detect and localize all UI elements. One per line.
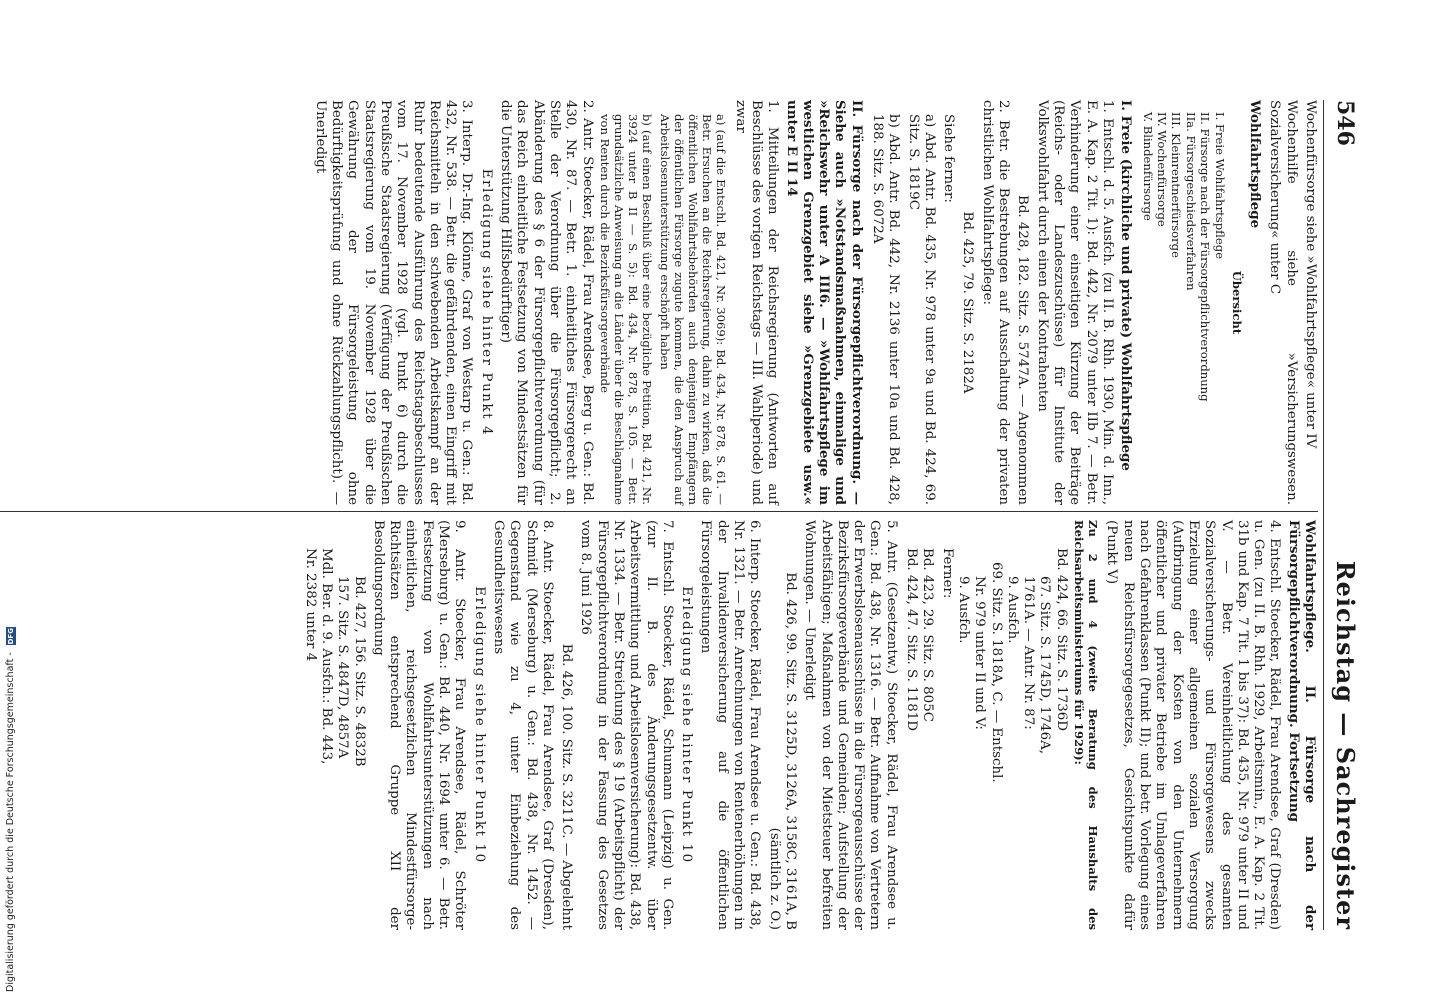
- header-rule: [1323, 100, 1324, 930]
- entry-reference: Erledigung siehe hinter Punkt 4: [478, 168, 494, 437]
- section-heading: Wohlfahrtspflege: [1247, 100, 1264, 229]
- reference-line: Bd. 423, 29. Sitz. S. 805C: [920, 548, 936, 722]
- reference-line: Mdl. Ber. d. 9. Ausfch.: Bd. 443,: [318, 548, 334, 765]
- credit-text: Digitalisierung gefördert durch die Deutsche Forschungsgemeinschaft -: [5, 652, 16, 992]
- entry: 6. Interp. Stoecker, Rädel, Frau Arendsee u. Gen.: Bd. 438, Nr. 1321. — Betr. Anrechnungen von Rentenerhöhungen in der Invalidenversicherung auf die öffentlichen Fürsorgeleistungen: [698, 520, 763, 930]
- entry: 4. Entschl. Stoecker, Rädel, Frau Arendsee, Graf (Dresden) u. Gen. (zu II. B. Rhh. 1929, Arbeitsmin., E. A. Kap. 2 Tit. 31b und Kap. 7 Tit. 1 bis 37): Bd. 435, Nr. 979 unter II und V. — Betr. Vereinheitlichung des gesamten Sozialversicherungs- und Fürsorgewesens zwecks Erzielung einer allgemeinen sozialen Versorgung (Aufbringung der Kosten von den Unternehmern öffentlicher und privater Betriebe im Umlageverfahren nach Gefahrenklassen (Punkt II); und betr. Vorlegung eines neuen Reichsfürsorgegesetzes, Gesichtspunkte dafür (Punkt V): [1104, 520, 1283, 930]
- reference-line: Bd. 424, 66. Sitz. S. 1736D: [1053, 548, 1069, 731]
- dfg-logo: DFG: [6, 628, 15, 645]
- reference-list: [301, 520, 366, 930]
- entry-reference: Bd. 425, 79. Sitz. S. 2182A: [960, 211, 976, 394]
- continuation-heading: Wohlfahrtspflege. II. Fürsorge nach der Fürsorgepflichtverordnung. Fortsetzung: [1285, 520, 1318, 930]
- entry: 8. Antr. Stoecker, Rädel, Frau Arendsee, Graf (Dresden), Schmidt (Merseburg) u. Gen.: Bd. 438, Nr. 1452. — Gegenstand wie zu 4, unter Einbeziehung des Gesundheitswesens: [490, 520, 555, 930]
- entry-reference: Bd. 426, 100. Sitz. S. 3211C. — Abgelehnt: [559, 643, 575, 930]
- entry: a) (auf die Entschl. Bd. 421, Nr. 3069): Bd. 434, Nr. 878, S. 61. — Betr. Ersuchen an die Reichsregierung, dahin zu wirken, daß die öffentlichen Wohlfahrtsbehörden auch denjenigen Empfängern der öffentlichen Fürsorge zugute kommen, die den Anspruch auf Arbeitslosenunterstützung erschöpft haben: [657, 114, 729, 505]
- running-title: Reichstag — Sachregister: [1331, 560, 1360, 930]
- entry: 7. Entschl. Stoecker, Rädel, Schumann (Leipzig) u. Gen. (zur II. B. des Änderungsgesetzentw. über Arbeitsvermittlung und Arbeitslosenversicherung): Bd. 438, Nr. 1334. — Betr. Streichung des § 19 (Arbeitspflicht) der Fürsorgepflichtverordnung in der Fassung des Gesetzes vom 8. Juni 1926: [578, 520, 675, 930]
- toc-item: IV. Wochenfürsorge: [1154, 112, 1169, 227]
- toc-item: III. Kleinrentnerfürsorge: [1169, 112, 1184, 258]
- entry-note: Zu 2 und 4 (zweite Beratung des Haushalts des Reichsarbeitsministeriums für 1929):: [1071, 520, 1101, 930]
- reference-line: Nr. 979 unter II und V:: [972, 576, 988, 730]
- entry-reference: Erledigung siehe hinter Punkt 10: [471, 586, 487, 864]
- toc-item: V. Blindenfürsorge: [1140, 112, 1155, 221]
- entry-reference: Bd. 426, 99. Sitz. S. 3125D, 3126A, 3158C, 3161A, B (sämtlich z. O.): [766, 572, 798, 930]
- left-column: [308, 100, 1318, 505]
- reference-line: 67. Sitz. S. 1745D, 1746A,: [1037, 576, 1053, 755]
- column-divider: [0, 511, 1318, 512]
- toc-item: II. Fürsorge nach der Fürsorgepflichtverordnung: [1198, 112, 1213, 402]
- entry: 2. Betr. die Bestrebungen auf Ausschaltung der privaten christlichen Wohlfahrtspflege:: [979, 100, 1012, 505]
- reference-line: Nr. 2382 unter 4: [302, 548, 318, 662]
- reference-line: 157. Sitz. S. 4847D, 4857A: [335, 576, 351, 759]
- toc-list: [1140, 100, 1226, 505]
- digitization-credit: [5, 627, 16, 992]
- page-number: 546: [1332, 100, 1358, 146]
- reference-list: [903, 520, 936, 930]
- reference-line: 69. Sitz. S. 1818A, C. — Entschl.: [988, 562, 1004, 783]
- entry: 1. Mitteilungen der Reichsregierung (Antworten auf Beschlüsse des vorigen Reichstags — III. Wahlperiode) und zwar: [732, 100, 781, 505]
- reference-line: 9. Ausfch.: [955, 576, 971, 644]
- right-column: [301, 520, 1318, 930]
- subsection-title: I. Freie (kirchliche und private) Wohlfahrtspflege: [1118, 100, 1135, 471]
- entry-reference: Erledigung siehe hinter Punkt 10: [679, 586, 695, 864]
- entry: 1. Entschl. d. 5. Ausfch. (zu II. B. Rhh. 1930, Min. d. Inn., E. A. Kap. 2 Tit. 1): Bd. 442, Nr. 2079 unter IIb 7. — Betr. Verhinderung einer einseitigen Kürzung der Beiträge (Reichs- oder Landeszuschüsse) für Institute der Volkswohlfahrt durch einen der Kontrahenten: [1034, 100, 1115, 505]
- entry: 3. Interp. Dr.-Ing. Klönne, Graf von Westarp u. Gen.: Bd. 432, Nr. 538. — Betr. die gefährdenden, einen Eingriff mit Reichsmitteln in den schwebenden Arbeitskampf an der Ruhr bedeutende Ausführung des Reichstagsbeschlusses vom 17. November 1928 (vgl. Punkt 6) durch die Preußische Staatsregierung (Verfügung der Preußischen Staatsregierung vom 19. November 1928 über die Gewährung der Fürsorgeleistung ohne Bedürftigkeitsprüfung und ohne Rückzahlungspflicht). — Unerledigt: [312, 100, 475, 505]
- reference-line: Bd. 427, 156. Sitz. S. 4832B: [351, 576, 367, 767]
- cross-reference: Wochenhilfe siehe »Versicherungswesen. Sozialversicherung« unter C: [1267, 100, 1299, 505]
- reference-line: 9. Ausfch.: [1004, 576, 1020, 644]
- toc-item: IIa. Fürsorgeschiedsverfahren: [1183, 112, 1198, 291]
- entry: 2. Antr. Stoecker, Rädel, Frau Arendsee, Berg u. Gen.: Bd. 430, Nr. 87. — Betr. 1. einheitliches Fürsorgerecht an Stelle der Verordnung über die Fürsorgepflicht; 2. Abänderung des § 6 der Fürsorgepflichtverordnung (für das Reich einheitliche Festsetzung von Mindestsätzen für die Unterstützung Hilfsbedürftiger): [498, 100, 595, 505]
- entry: b) (auf einen Beschluß über eine bezügliche Petition, Bd. 421, Nr. 3924 unter B II — S. 5): Bd. 434, Nr. 878, S. 105. — Betr. grundsätzliche Anweisung an die Länder über die Beschlagnahme von Renten durch die Bezirksfürsorgeverbände: [597, 114, 655, 505]
- page-header: [1324, 100, 1364, 930]
- entry: a) Abd. Antr. Bd. 435, Nr. 978 unter 9a und Bd. 424, 69. Sitz. S. 1819C: [905, 114, 937, 505]
- entry: 5. Antr. (Gesetzentw.) Stoecker, Rädel, Frau Arendsee u. Gen.: Bd. 438, Nr. 1316. — Betr. Aufnahme von Vertretern der Erwerbslosenausschüsse in die Fürsorgeausschüsse der Bezirksfürsorgeverbände und Gemeinden; Aufstellung der Arbeitsfähigen; Maßnahmen von der Mietsteuer befreiten Wohnungen. — Unerledigt: [802, 520, 899, 930]
- subsection-title: II. Fürsorge nach der Fürsorgepflichtverordnung. — Siehe auch »Notstandsmaßnahmen, einmalige und »Reichswehr unter A III6. — »Wohlfahrtspflege im westlichen Grenzgebiet siehe »Grenzgebiete usw.« unter E II 14: [783, 100, 865, 505]
- reference-list: [955, 520, 1069, 930]
- see-also: Ferner:: [939, 548, 955, 599]
- see-also: Siehe ferner:: [941, 114, 957, 203]
- reference-line: 1761A. — Antr. Nr. 87:: [1021, 576, 1037, 730]
- reference-line: Bd. 424, 47. Sitz. S. 1181D: [904, 548, 920, 731]
- toc-item: I. Freie Wohlfahrtspflege: [1212, 112, 1227, 260]
- entry: b) Abd. Antr. Bd. 442, Nr. 2136 unter 10a und Bd. 428, 188. Sitz. S. 6072A: [870, 114, 902, 505]
- overview-label: Übersicht: [1229, 270, 1244, 335]
- entry-reference: Bd. 428, 182. Sitz. S. 5747A. — Angenommen: [1015, 194, 1031, 505]
- entry: 9. Antr. Stoecker, Frau Arendsee, Rädel, Schröter (Merseburg) u. Gen.: Bd. 440, Nr. 1694 unter 6. — Betr. Festsetzung von Wohlfahrtsunterstützungen nach einheitlichen, reichsgesetzlichen Mindestfürsorge-Richtsätzen entsprechend Gruppe XII der Besoldungsordnung: [370, 520, 468, 930]
- cross-reference: Wochenfürsorge siehe »Wohlfahrtspflege« unter IV: [1303, 100, 1318, 449]
